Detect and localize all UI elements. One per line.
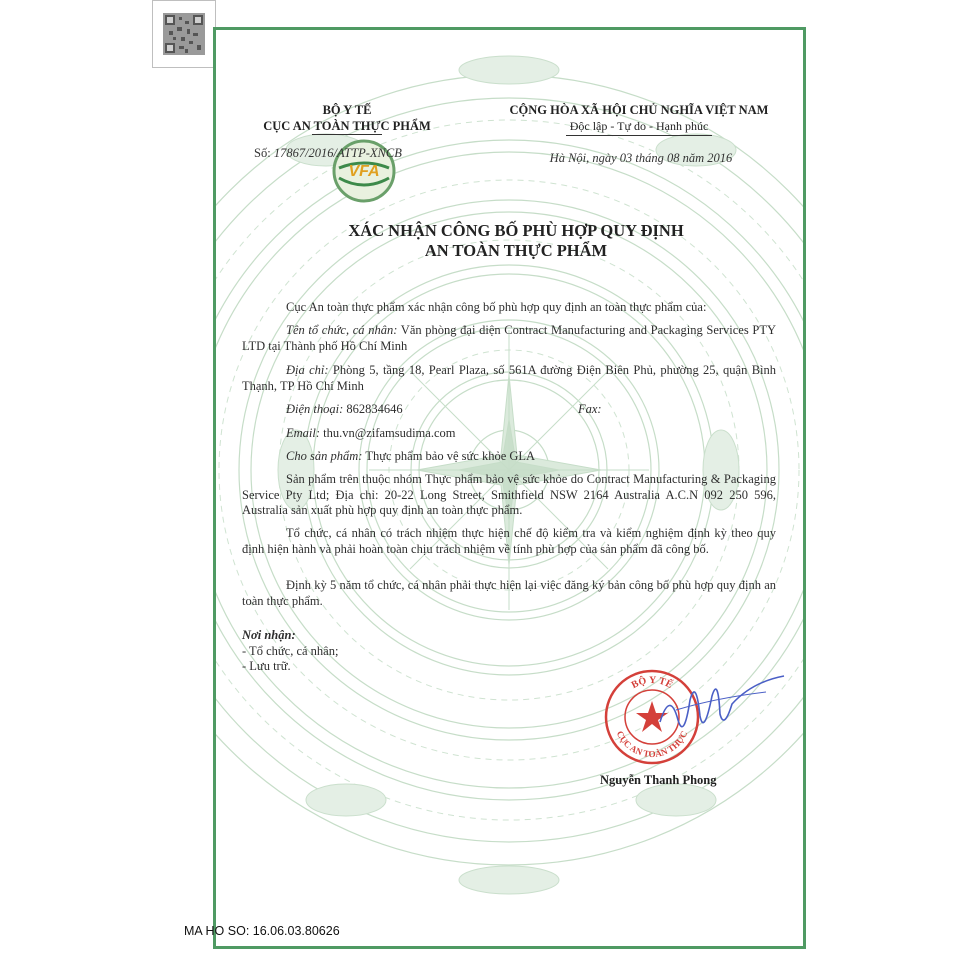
organization-label: Tên tổ chức, cá nhân: (286, 323, 398, 337)
organization-value: Văn phòng đại diện Contract Manufacturing and Packaging Services PTY LTD tại Thành phố Hồ Chí Minh (242, 323, 776, 353)
product-value: Thực phẩm bảo vệ sức khỏe GLA (365, 449, 536, 463)
issuer-header (239, 102, 455, 135)
title-line-1: XÁC NHẬN CÔNG BỐ PHÙ HỢP QUY ĐỊNH (348, 221, 684, 240)
department-name: CỤC AN TOÀN THỰC PHẨM (263, 119, 431, 133)
responsibility-paragraph: Tổ chức, cá nhân có trách nhiệm thực hiện chế độ kiểm tra và kiểm nghiệm định kỳ theo quy định hiện hành và phải hoàn toàn chịu trách nhiệm về tính phù hợp của sản phẩm đã công bố. (242, 526, 776, 556)
national-motto: Độc lập - Tự do - Hạnh phúc (566, 118, 713, 136)
republic-name: CỘNG HÒA XÃ HỘI CHỦ NGHĨA VIỆT NAM (509, 103, 769, 117)
ministry-name: BỘ Y TẾ (322, 103, 372, 117)
national-header (491, 102, 787, 136)
stamp-top-text: BỘ Y TẾ (629, 674, 675, 691)
phone-label: Điện thoại: (286, 402, 344, 416)
organization-line (242, 323, 776, 354)
header-underline (312, 134, 382, 135)
recipient-item: - Tổ chức, cá nhân; (242, 643, 339, 658)
recipient-item: - Lưu trữ. (242, 659, 291, 674)
email-line (242, 426, 776, 442)
product-group-paragraph: Sản phẩm trên thuộc nhóm Thực phẩm bảo vệ sức khỏe do Contract Manufacturing & Packaging Service Pty Ltd; Địa chỉ: 20-22 Long Street, Smithfield NSW 2164 Australia A.C.N 092 250 596, Australia sản xuất phù hợp quy định an toàn thực phẩm. (242, 472, 776, 518)
signer-name: Nguyễn Thanh Phong (600, 773, 717, 787)
product-label: Cho sản phẩm: (286, 449, 363, 463)
address-value: Phòng 5, tầng 18, Pearl Plaza, số 561A đường Điện Biên Phủ, phường 25, quận Bình Thạnh, TP Hồ Chí Minh (242, 363, 777, 393)
file-code: MA HO SO: 16.06.03.80626 (184, 924, 340, 938)
logo-text: VFA (348, 163, 380, 180)
fax-label: Fax: (578, 402, 602, 416)
title-line-2: AN TOÀN THỰC PHẨM (424, 241, 608, 260)
phone-value: 862834646 (346, 402, 403, 416)
certificate-document (213, 27, 806, 949)
dateline: Hà Nội, ngày 03 tháng 08 năm 2016 (549, 151, 733, 165)
document-number (254, 146, 402, 161)
document-title (236, 221, 796, 261)
stamp-bottom-text: CỤC AN TOÀN THỰC (614, 729, 690, 760)
product-line (242, 449, 776, 465)
handwritten-signature (656, 670, 788, 742)
phone-line (242, 402, 776, 418)
email-label: Email: (286, 426, 321, 440)
qr-code (152, 0, 216, 68)
number-value: 17867/2016/ATTP-XNCB (273, 146, 402, 160)
number-label: Số: (254, 146, 271, 160)
email-value: thu.vn@zifamsudima.com (323, 426, 456, 440)
intro-paragraph: Cục An toàn thực phẩm xác nhận công bố phù hợp quy định an toàn thực phẩm của: (286, 300, 707, 314)
recipients-label: Nơi nhận: (242, 628, 296, 642)
renewal-paragraph: Định kỳ 5 năm tổ chức, cá nhân phải thực hiện lại việc đăng ký bản công bố phù hợp quy định an toàn thực phẩm. (242, 578, 776, 608)
address-line (242, 363, 776, 394)
address-label: Địa chỉ: (286, 363, 329, 377)
